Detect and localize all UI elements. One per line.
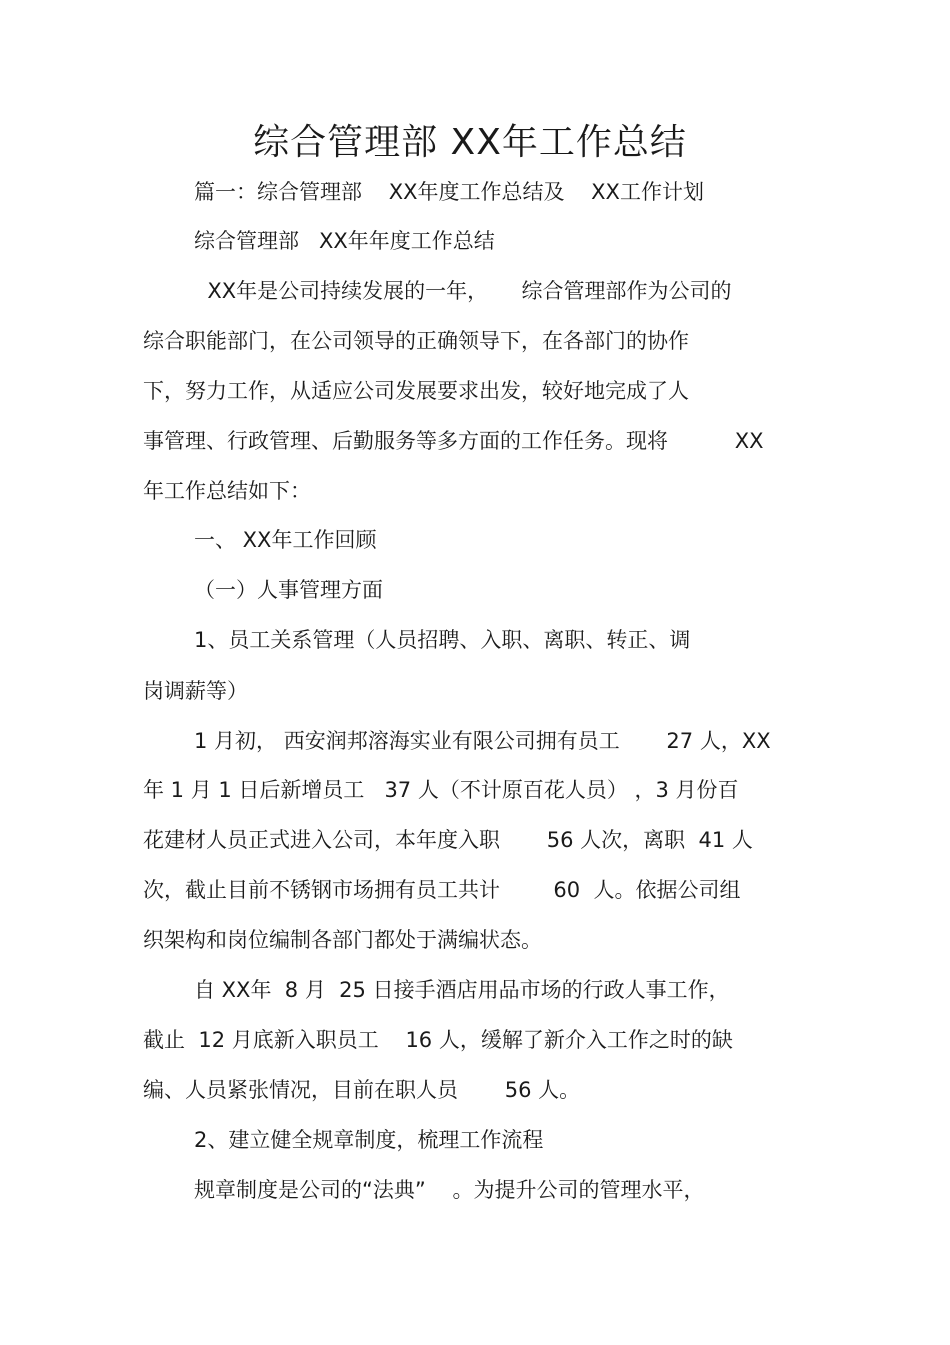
body-line: 综合职能部门，在公司领导的正确领导下，在各部门的协作 xyxy=(143,329,689,353)
section-heading-line: （一）人事管理方面 xyxy=(194,578,383,602)
body-line: 自 XX年 8 月 25 日接手酒店用品市场的行政人事工作， xyxy=(194,978,730,1002)
body-line: 1 月初， 西安润邦溶海实业有限公司拥有员工 27 人，XX xyxy=(194,729,771,753)
body-line: 下，努力工作，从适应公司发展要求出发，较好地完成了人 xyxy=(143,379,689,403)
body-line: 花建材人员正式进入公司，本年度入职 56 人次，离职 41 人 xyxy=(143,828,753,852)
body-line: 岗调薪等） xyxy=(143,679,248,703)
body-line: 编、人员紧张情况，目前在职人员 56 人。 xyxy=(143,1078,581,1102)
body-line: 截止 12 月底新入职员工 16 人，缓解了新介入工作之时的缺 xyxy=(143,1028,733,1052)
body-line: XX年是公司持续发展的一年， 综合管理部作为公司的 xyxy=(194,279,732,303)
body-line: 1、员工关系管理（人员招聘、入职、离职、转正、调 xyxy=(194,628,691,652)
body-line: 年 1 月 1 日后新增员工 37 人（不计原百花人员） ，3 月份百 xyxy=(143,778,739,802)
body-line: 次，截止目前不锈钢市场拥有员工共计 60 人。依据公司组 xyxy=(143,878,741,902)
body-line: 规章制度是公司的“法典” 。为提升公司的管理水平， xyxy=(194,1178,705,1202)
body-line: 织架构和岗位编制各部门都处于满编状态。 xyxy=(143,928,542,952)
section-heading-line: 综合管理部 XX年年度工作总结 xyxy=(194,229,495,253)
body-line: 年工作总结如下： xyxy=(143,479,311,503)
section-heading-line: 一、 XX年工作回顾 xyxy=(194,528,377,552)
subtitle-line: 篇一：综合管理部 XX年度工作总结及 XX工作计划 xyxy=(194,180,704,204)
section-heading-line: 2、建立健全规章制度，梳理工作流程 xyxy=(194,1128,544,1152)
body-line: 事管理、行政管理、后勤服务等多方面的工作任务。现将 XX xyxy=(143,429,764,453)
document-title: 综合管理部 XX年工作总结 xyxy=(253,122,687,163)
